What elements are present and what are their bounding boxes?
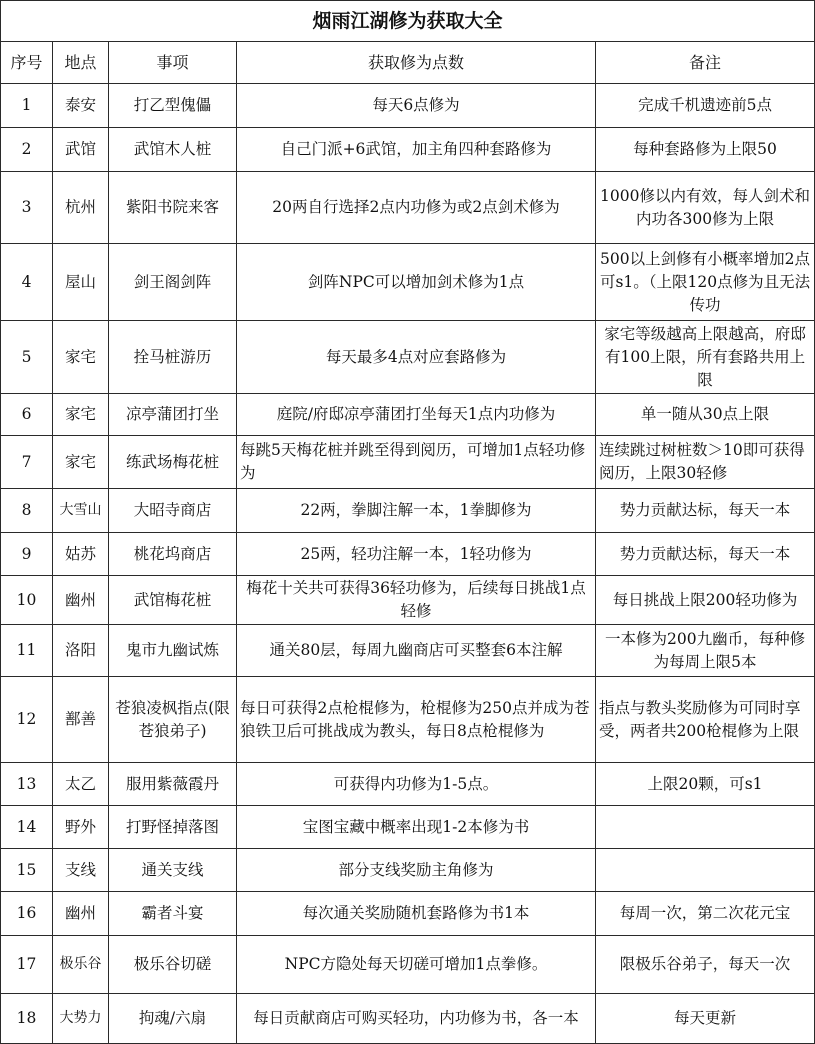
- row-place: 姑苏: [53, 533, 109, 576]
- row-place: 泰安: [53, 84, 109, 128]
- row-item: 桃花坞商店: [109, 533, 237, 576]
- row-note: 完成千机遗迹前5点: [596, 84, 815, 128]
- row-note: 500以上剑修有小概率增加2点可s1。（上限120点修为且无法传功: [596, 244, 815, 321]
- row-points: 每次通关奖励随机套路修为书1本: [237, 892, 596, 936]
- row-points: 每跳5天梅花桩并跳至得到阅历，可增加1点轻功修为: [237, 436, 596, 489]
- row-note: 每周一次，第二次花元宝: [596, 892, 815, 936]
- row-no: 16: [1, 892, 53, 936]
- table-row: [1, 763, 815, 806]
- row-points: 可获得内功修为1-5点。: [237, 763, 596, 806]
- row-item: 霸者斗宴: [109, 892, 237, 936]
- header-item: 事项: [109, 42, 237, 84]
- table-row: [1, 244, 815, 321]
- row-place: 家宅: [53, 394, 109, 436]
- table-row: [1, 321, 815, 394]
- row-points: NPC方隐处每天切磋可增加1点拳修。: [237, 936, 596, 994]
- row-no: 10: [1, 576, 53, 625]
- row-no: 8: [1, 489, 53, 533]
- row-item: 苍狼凌枫指点(限苍狼弟子): [109, 677, 237, 763]
- row-note: 单一随从30点上限: [596, 394, 815, 436]
- row-item: 鬼市九幽试炼: [109, 625, 237, 677]
- row-no: 12: [1, 677, 53, 763]
- row-place: 鄯善: [53, 677, 109, 763]
- row-place: 家宅: [53, 321, 109, 394]
- row-place: 幽州: [53, 892, 109, 936]
- table-row: [1, 172, 815, 244]
- row-note: 势力贡献达标，每天一本: [596, 533, 815, 576]
- row-no: 9: [1, 533, 53, 576]
- row-points: 梅花十关共可获得36轻功修为，后续每日挑战1点轻修: [237, 576, 596, 625]
- row-item: 打野怪掉落图: [109, 806, 237, 849]
- row-note: 家宅等级越高上限越高，府邸有100上限，所有套路共用上限: [596, 321, 815, 394]
- table-title: 烟雨江湖修为获取大全: [1, 1, 815, 42]
- row-note: 连续跳过树桩数＞10即可获得阅历，上限30轻修: [596, 436, 815, 489]
- table-row: [1, 892, 815, 936]
- row-note: 势力贡献达标，每天一本: [596, 489, 815, 533]
- table-row: [1, 533, 815, 576]
- table-row: [1, 677, 815, 763]
- row-note: 指点与教头奖励修为可同时享受，两者共200枪棍修为上限: [596, 677, 815, 763]
- table-row: [1, 128, 815, 172]
- table-row: [1, 849, 815, 892]
- row-no: 6: [1, 394, 53, 436]
- row-place: 极乐谷: [53, 936, 109, 994]
- row-place: 太乙: [53, 763, 109, 806]
- row-item: 武馆梅花桩: [109, 576, 237, 625]
- row-points: 20两自行选择2点内功修为或2点剑术修为: [237, 172, 596, 244]
- row-no: 11: [1, 625, 53, 677]
- row-points: 每天最多4点对应套路修为: [237, 321, 596, 394]
- table-row: [1, 394, 815, 436]
- row-points: 每日贡献商店可购买轻功，内功修为书，各一本: [237, 994, 596, 1044]
- row-no: 7: [1, 436, 53, 489]
- row-no: 13: [1, 763, 53, 806]
- row-points: 部分支线奖励主角修为: [237, 849, 596, 892]
- row-item: 拴马桩游历: [109, 321, 237, 394]
- header-points: 获取修为点数: [237, 42, 596, 84]
- row-note: [596, 849, 815, 892]
- row-item: 通关支线: [109, 849, 237, 892]
- header-no: 序号: [1, 42, 53, 84]
- table-row: [1, 936, 815, 994]
- table-row: [1, 806, 815, 849]
- row-no: 17: [1, 936, 53, 994]
- row-points: 每日可获得2点枪棍修为，枪棍修为250点并成为苍狼铁卫后可挑战成为教头，每日8点枪棍修为: [237, 677, 596, 763]
- header-row: [1, 42, 815, 84]
- row-item: 凉亭蒲团打坐: [109, 394, 237, 436]
- row-item: 练武场梅花桩: [109, 436, 237, 489]
- header-note: 备注: [596, 42, 815, 84]
- row-note: 1000修以内有效，每人剑术和内功各300修为上限: [596, 172, 815, 244]
- row-no: 3: [1, 172, 53, 244]
- row-place: 屋山: [53, 244, 109, 321]
- row-note: 上限20颗，可s1: [596, 763, 815, 806]
- row-no: 18: [1, 994, 53, 1044]
- row-points: 庭院/府邸凉亭蒲团打坐每天1点内功修为: [237, 394, 596, 436]
- row-item: 极乐谷切磋: [109, 936, 237, 994]
- row-points: 25两，轻功注解一本，1轻功修为: [237, 533, 596, 576]
- row-item: 大昭寺商店: [109, 489, 237, 533]
- row-item: 服用紫薇霞丹: [109, 763, 237, 806]
- row-note: 一本修为200九幽币，每种修为每周上限5本: [596, 625, 815, 677]
- row-no: 5: [1, 321, 53, 394]
- table-row: [1, 84, 815, 128]
- row-item: 打乙型傀儡: [109, 84, 237, 128]
- row-points: 宝图宝藏中概率出现1-2本修为书: [237, 806, 596, 849]
- row-place: 支线: [53, 849, 109, 892]
- row-note: 限极乐谷弟子，每天一次: [596, 936, 815, 994]
- row-item: 剑王阁剑阵: [109, 244, 237, 321]
- row-item: 紫阳书院来客: [109, 172, 237, 244]
- row-note: 每种套路修为上限50: [596, 128, 815, 172]
- row-points: 22两，拳脚注解一本，1拳脚修为: [237, 489, 596, 533]
- row-place: 武馆: [53, 128, 109, 172]
- row-points: 自己门派+6武馆，加主角四种套路修为: [237, 128, 596, 172]
- table-row: [1, 994, 815, 1044]
- row-points: 通关80层，每周九幽商店可买整套6本注解: [237, 625, 596, 677]
- table-row: [1, 436, 815, 489]
- table-row: [1, 576, 815, 625]
- row-no: 15: [1, 849, 53, 892]
- table-row: [1, 625, 815, 677]
- row-no: 1: [1, 84, 53, 128]
- row-place: 大势力: [53, 994, 109, 1044]
- row-item: 武馆木人桩: [109, 128, 237, 172]
- row-no: 2: [1, 128, 53, 172]
- row-no: 4: [1, 244, 53, 321]
- row-place: 杭州: [53, 172, 109, 244]
- table-row: [1, 489, 815, 533]
- row-note: 每天更新: [596, 994, 815, 1044]
- row-no: 14: [1, 806, 53, 849]
- row-place: 大雪山: [53, 489, 109, 533]
- row-note: [596, 806, 815, 849]
- header-place: 地点: [53, 42, 109, 84]
- row-place: 幽州: [53, 576, 109, 625]
- row-note: 每日挑战上限200轻功修为: [596, 576, 815, 625]
- row-place: 野外: [53, 806, 109, 849]
- row-points: 剑阵NPC可以增加剑术修为1点: [237, 244, 596, 321]
- row-place: 家宅: [53, 436, 109, 489]
- row-points: 每天6点修为: [237, 84, 596, 128]
- row-place: 洛阳: [53, 625, 109, 677]
- row-item: 拘魂/六扇: [109, 994, 237, 1044]
